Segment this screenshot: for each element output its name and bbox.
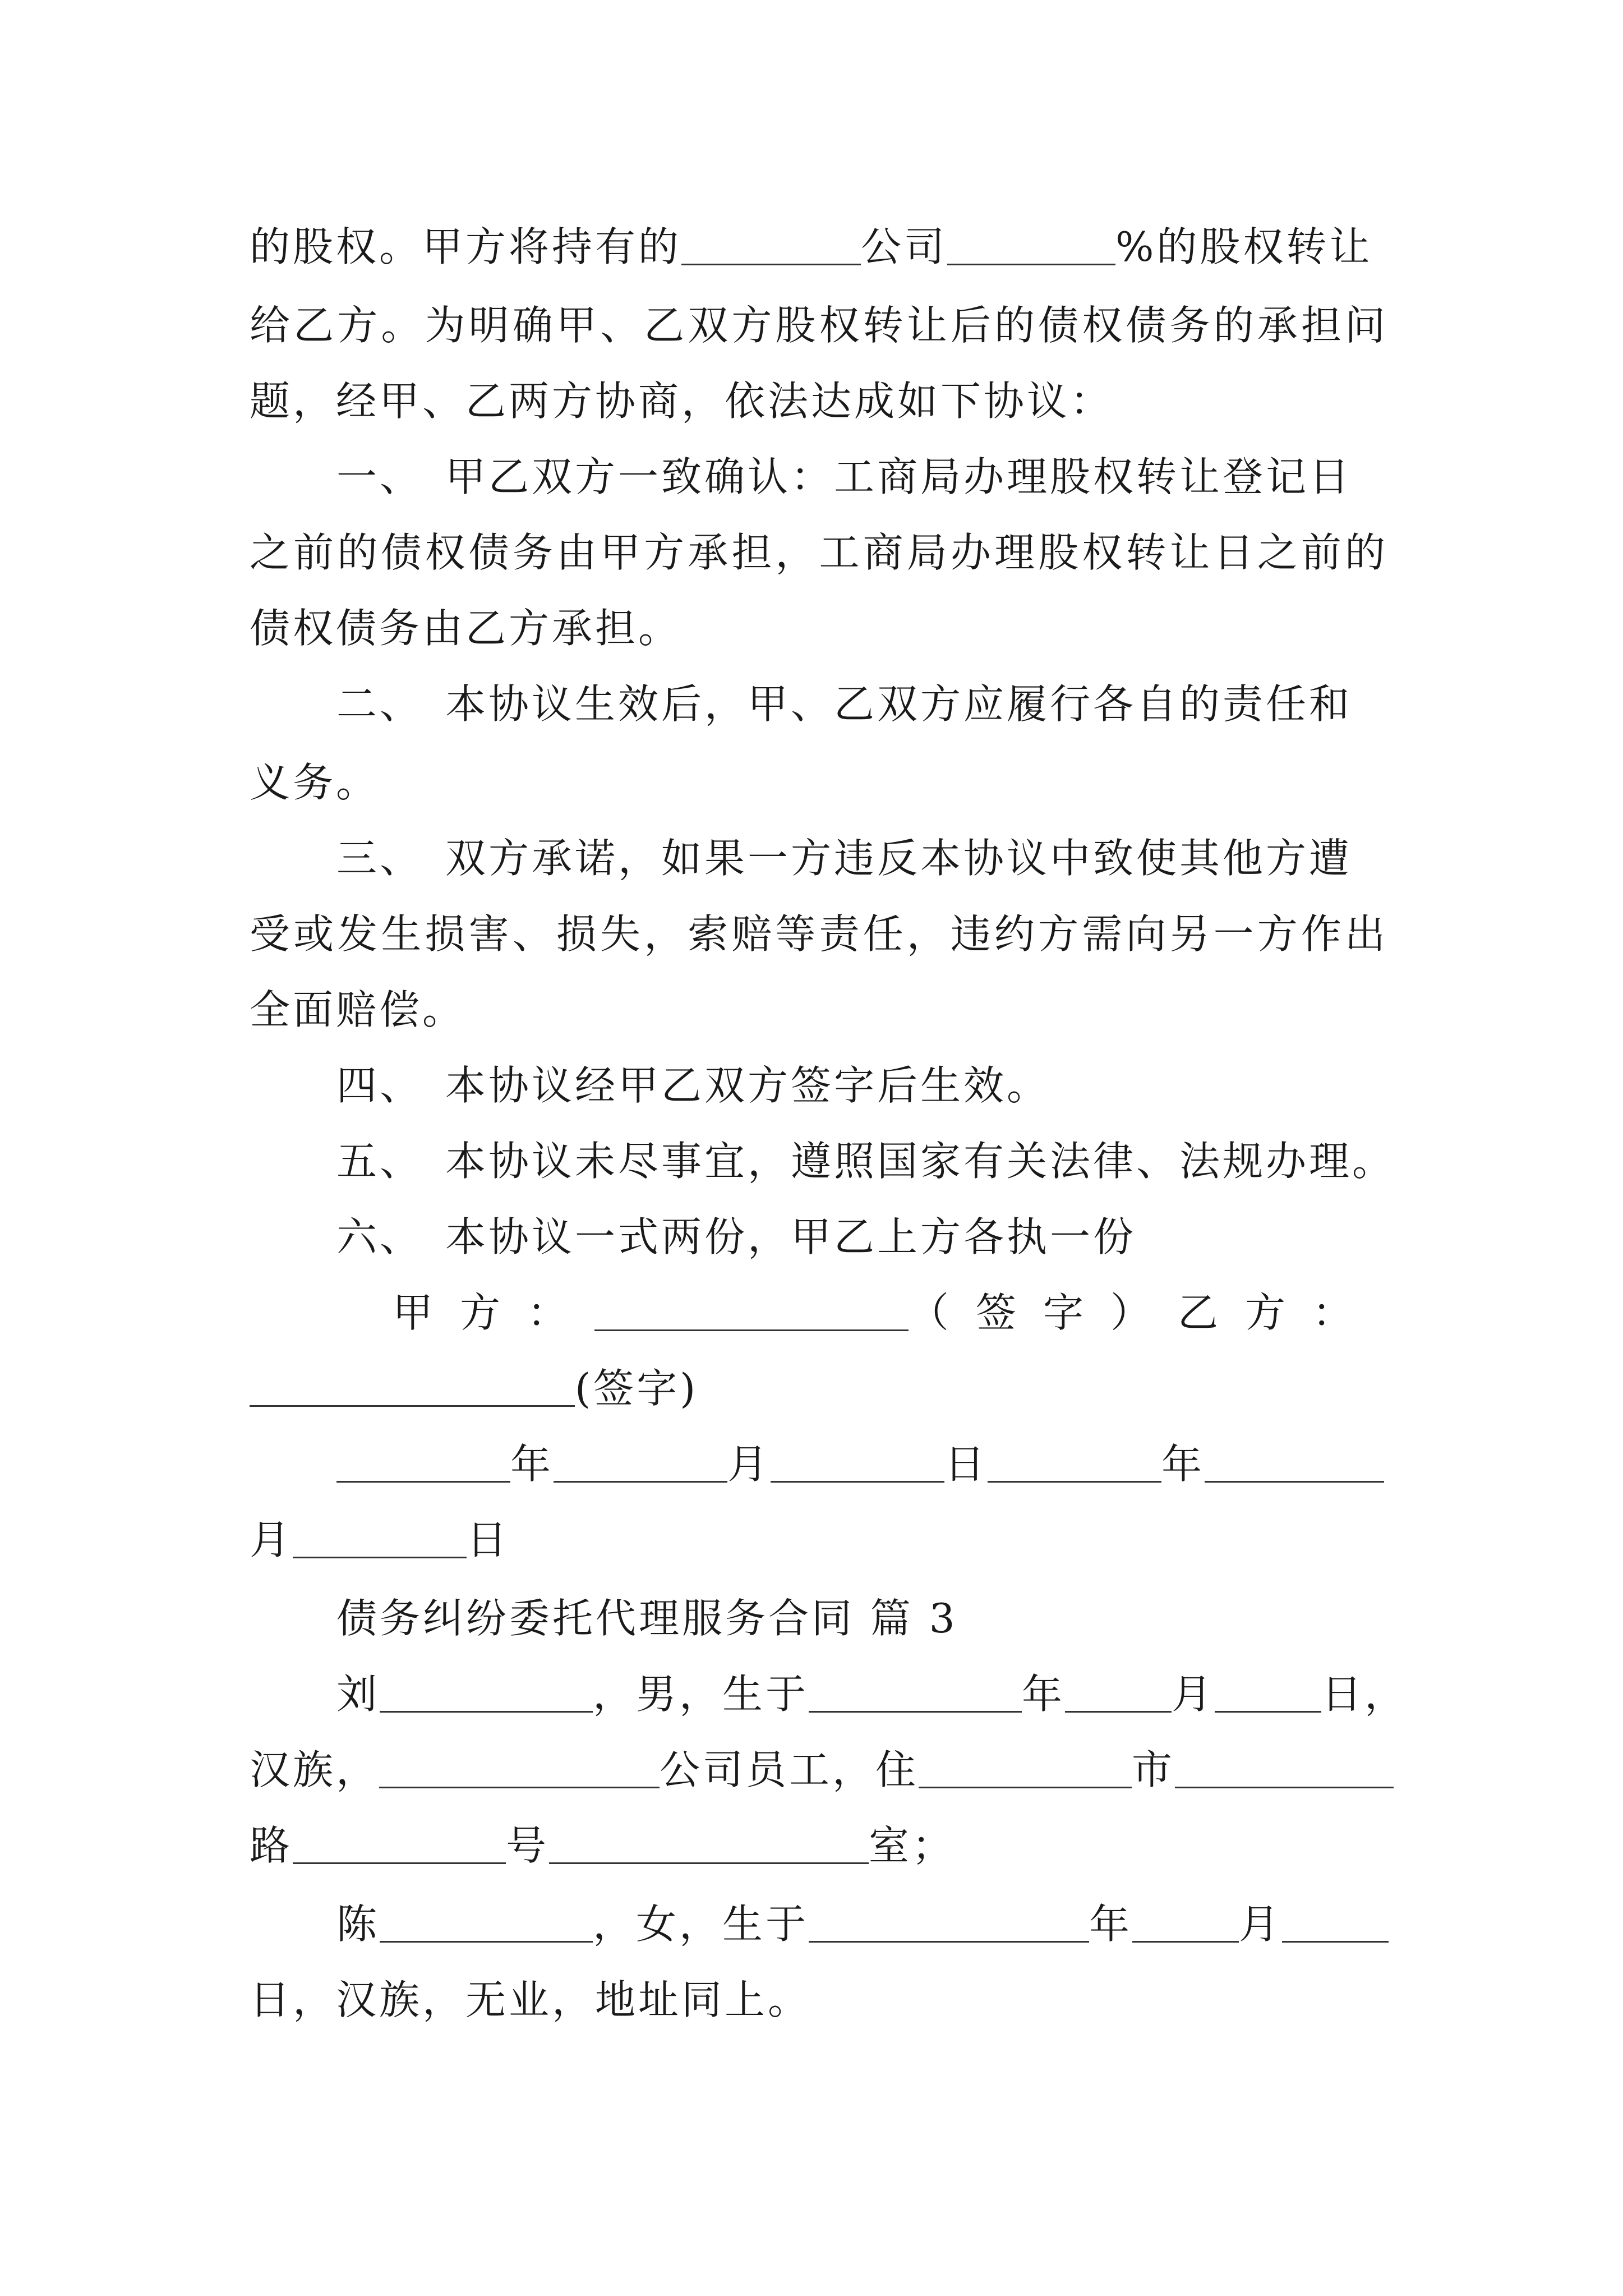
text: 路 bbox=[250, 1822, 293, 1869]
blank-field bbox=[554, 1442, 727, 1483]
date-line-1 bbox=[336, 1433, 1388, 1495]
blank-field bbox=[380, 1902, 593, 1943]
party-liu-line-3 bbox=[250, 1815, 1388, 1876]
text: 义务。 bbox=[250, 759, 380, 806]
text: %的股权转让 bbox=[1115, 223, 1373, 270]
clause-number: 五、 bbox=[336, 1138, 423, 1185]
signature-line-2 bbox=[250, 1358, 1388, 1419]
blank-field bbox=[1215, 1672, 1321, 1713]
text: 日，汉族，无业，地址同上。 bbox=[250, 1976, 811, 2023]
clause-1-line-1 bbox=[336, 446, 1388, 508]
signature-line-1 bbox=[393, 1282, 1388, 1343]
text: 日， bbox=[1321, 1671, 1408, 1718]
text: 给乙方。为明确甲、乙双方股权转让后的债权债务的承担问 bbox=[250, 302, 1388, 349]
party-liu-line-2 bbox=[250, 1739, 1388, 1801]
clause-2-line-1 bbox=[336, 673, 1388, 735]
text-line-3 bbox=[250, 370, 1388, 432]
blank-field bbox=[380, 1672, 593, 1713]
text-line-2 bbox=[250, 295, 1388, 356]
blank-field bbox=[1282, 1902, 1389, 1943]
text-line-1 bbox=[250, 216, 1388, 278]
text: 年 bbox=[510, 1441, 554, 1488]
text: (签字) bbox=[575, 1365, 699, 1412]
section-title bbox=[336, 1588, 1388, 1649]
clause-6 bbox=[336, 1206, 1388, 1268]
blank-field bbox=[336, 1442, 510, 1483]
text: （签字）乙方： bbox=[909, 1289, 1380, 1336]
text: 月 bbox=[250, 1516, 293, 1563]
text: 号 bbox=[506, 1822, 550, 1869]
clause-3-line-2 bbox=[250, 903, 1388, 965]
text: 债务纠纷委托代理服务合同 篇 3 bbox=[336, 1595, 958, 1642]
clause-3-line-1 bbox=[336, 827, 1388, 889]
text: ，男，生于 bbox=[593, 1671, 809, 1718]
clause-1-line-2 bbox=[250, 522, 1388, 583]
text: 本协议一式两份，甲乙上方各执一份 bbox=[445, 1213, 1137, 1260]
clause-number: 四、 bbox=[336, 1062, 423, 1109]
text: 日 bbox=[467, 1516, 510, 1563]
text: 本协议经甲乙双方签字后生效。 bbox=[445, 1062, 1050, 1109]
blank-field bbox=[1205, 1442, 1384, 1483]
blank-field bbox=[293, 1823, 506, 1864]
blank-field bbox=[379, 1747, 660, 1788]
blank-field bbox=[947, 224, 1115, 265]
text: 月 bbox=[1239, 1901, 1283, 1948]
blank-field bbox=[293, 1517, 467, 1558]
blank-field bbox=[1065, 1672, 1172, 1713]
clause-2-line-2 bbox=[250, 752, 1388, 813]
text: 债权债务由乙方承担。 bbox=[250, 605, 682, 652]
text: 公司 bbox=[861, 223, 948, 270]
blank-field bbox=[681, 224, 861, 265]
text: 双方承诺，如果一方违反本协议中致使其他方遭 bbox=[445, 835, 1353, 882]
text: 市 bbox=[1132, 1746, 1175, 1793]
text: ，女，生于 bbox=[593, 1901, 809, 1948]
text: 本协议未尽事宜，遵照国家有关法律、法规办理。 bbox=[445, 1138, 1396, 1185]
text: 题，经甲、乙两方协商，依法达成如下协议： bbox=[250, 378, 1114, 425]
clause-number: 一、 bbox=[336, 453, 423, 500]
text: 刘 bbox=[336, 1671, 380, 1718]
blank-field bbox=[809, 1902, 1089, 1943]
party-a-signature-blank bbox=[594, 1290, 909, 1331]
clause-number: 二、 bbox=[336, 680, 423, 728]
text: 年 bbox=[1161, 1441, 1205, 1488]
party-liu-line-1 bbox=[336, 1663, 1408, 1725]
text: 公司员工，住 bbox=[660, 1746, 919, 1793]
party-a-label: 甲方： bbox=[393, 1289, 595, 1336]
text: 汉族， bbox=[250, 1746, 380, 1793]
text: 月 bbox=[1172, 1671, 1215, 1718]
text: 受或发生损害、损失，索赔等责任，违约方需向另一方作出 bbox=[250, 910, 1388, 958]
party-chen-line-2 bbox=[250, 1969, 1388, 2031]
party-chen-line-1 bbox=[336, 1893, 1388, 1955]
blank-field bbox=[809, 1672, 1022, 1713]
text: 陈 bbox=[336, 1901, 380, 1948]
clause-3-line-3 bbox=[250, 979, 1388, 1041]
text: 之前的债权债务由甲方承担，工商局办理股权转让日之前的 bbox=[250, 529, 1388, 576]
party-b-signature-blank bbox=[250, 1366, 575, 1407]
blank-field bbox=[549, 1823, 869, 1864]
blank-field bbox=[919, 1747, 1132, 1788]
text: 全面赔偿。 bbox=[250, 986, 466, 1033]
text: 年 bbox=[1022, 1671, 1066, 1718]
clause-number: 三、 bbox=[336, 835, 423, 882]
date-line-2 bbox=[250, 1509, 1388, 1571]
clause-1-line-3 bbox=[250, 597, 1388, 659]
clause-number: 六、 bbox=[336, 1213, 423, 1260]
blank-field bbox=[1132, 1902, 1239, 1943]
text: 甲乙双方一致确认：工商局办理股权转让登记日 bbox=[445, 453, 1353, 500]
text: 日 bbox=[944, 1441, 988, 1488]
clause-5 bbox=[336, 1130, 1396, 1192]
text: 的股权。甲方将持有的 bbox=[250, 223, 682, 270]
text: 本协议生效后，甲、乙双方应履行各自的责任和 bbox=[445, 680, 1353, 728]
blank-field bbox=[988, 1442, 1161, 1483]
text: 室； bbox=[869, 1822, 956, 1869]
blank-field bbox=[771, 1442, 944, 1483]
clause-4 bbox=[336, 1055, 1388, 1116]
blank-field bbox=[1175, 1747, 1394, 1788]
text: 年 bbox=[1089, 1901, 1133, 1948]
text: 月 bbox=[727, 1441, 771, 1488]
